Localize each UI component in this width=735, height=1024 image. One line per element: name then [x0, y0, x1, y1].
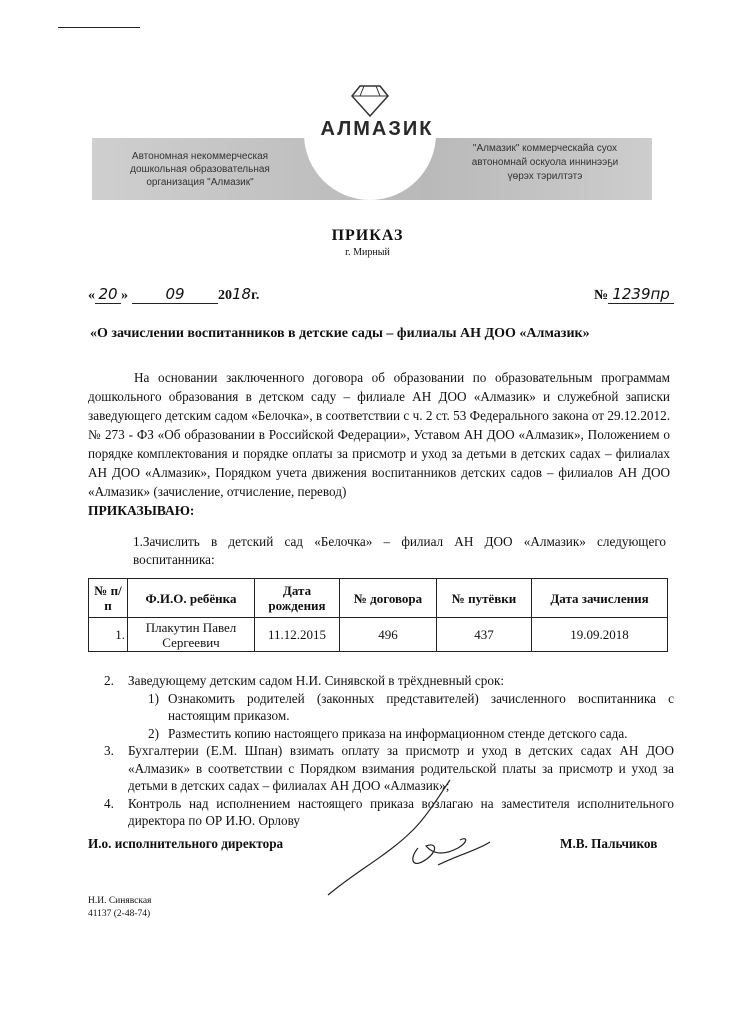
item-number: 3. — [104, 743, 114, 758]
item-number: 2. — [104, 673, 114, 688]
item-number: 2) — [148, 725, 159, 741]
item-number: 4. — [104, 795, 114, 811]
table-cell: Плакутин Павел Сергеевич — [128, 618, 255, 652]
number-value: 1239пр — [608, 285, 674, 304]
orders-heading: ПРИКАЗЫВАЮ: — [88, 503, 195, 518]
table-header: Дата рождения — [255, 579, 340, 618]
date-year-suffix: 18 — [232, 285, 252, 303]
footer-contact — [88, 895, 151, 921]
logo-wordmark: АЛМАЗИК — [320, 118, 434, 140]
order-item-2 — [104, 672, 674, 690]
table-cell: 11.12.2015 — [255, 618, 340, 652]
org-name-line: организация "Алмазик" — [146, 177, 254, 188]
table-header: Дата зачисления — [532, 579, 668, 618]
table-cell: 437 — [437, 618, 532, 652]
document-date — [88, 285, 259, 304]
handwritten-signature-icon — [318, 770, 498, 900]
footer-name: Н.И. Синявская — [88, 896, 152, 906]
date-day: 20 — [95, 285, 121, 304]
enrollment-table — [88, 578, 668, 652]
table-header-row — [89, 579, 668, 618]
item-text: Ознакомить родителей (законных представителей) зачисленного воспитанника с настоящим приказом. — [168, 690, 674, 723]
date-open-quote: « — [88, 288, 95, 303]
top-rule — [58, 27, 140, 28]
table-header: № п/п — [89, 579, 128, 618]
table-cell: 19.09.2018 — [532, 618, 668, 652]
table-header: № договора — [340, 579, 437, 618]
item-text: Бухгалтерии (Е.М. Шпан) взимать оплату за присмотр и уход в детских садах АН ДОО «Алмазик» в соответствии с Порядком взимания родительской платы за присмотр и уход за детьми в детских садах – филиалах АН ДОО «Алмазик»; — [128, 743, 674, 793]
table-row — [89, 618, 668, 652]
number-prefix: № — [594, 288, 609, 303]
date-month: 09 — [132, 285, 218, 304]
order-subitem-2-2 — [128, 725, 674, 743]
order-item-1: 1.Зачислить в детский сад «Белочка» – филиал АН ДОО «Алмазик» следующего воспитанника: — [133, 534, 666, 567]
footer-phone: 41137 (2-48-74) — [88, 909, 151, 919]
order-subitem-2-1 — [128, 690, 674, 725]
document-number — [594, 285, 674, 304]
item-text: Заведующему детским садом Н.И. Синявской в трёхдневный срок: — [128, 673, 505, 688]
table-cell: 1. — [89, 618, 128, 652]
signer-title: И.о. исполнительного директора — [88, 836, 284, 851]
org-name-line: автономнай оскуола иннинээҕи — [471, 157, 619, 168]
date-year-prefix: 20 — [218, 288, 232, 303]
document-subject: «О зачислении воспитанников в детские сады – филиалы АН ДОО «Алмазик» — [90, 326, 590, 341]
org-name-line: "Алмазик" коммерческайа суох — [472, 143, 618, 154]
date-close-quote: » — [121, 288, 128, 303]
date-year-end: г. — [251, 288, 260, 303]
org-name-line: дошкольная образовательная — [130, 164, 270, 175]
table-header: Ф.И.О. ребёнка — [128, 579, 255, 618]
preamble-paragraph: На основании заключенного договора об образовании по образовательным программам дошкольного образования в детском саду – филиале АН ДОО «Алмазик» и служебной записки заведующего детским садом «Белочка», в соответствии с ч. 2 ст. 53 Федерального закона от 29.12.2012. № 273 - ФЗ «Об образовании в Российской Федерации», Уставом АН ДОО «Алмазик», Положением о порядке комплектования и порядке оплаты за присмотр и уход за детьми в детских садах – филиалах АН ДОО «Алмазик», Порядком учета движения воспитанников детских садов – филиалов АН ДОО «Алмазик» (зачисление, отчисление, перевод) — [88, 370, 670, 499]
org-name-russian — [100, 150, 300, 189]
table-header: № путёвки — [437, 579, 532, 618]
document-title: ПРИКАЗ — [331, 227, 404, 244]
table-cell: 496 — [340, 618, 437, 652]
document-city: г. Мирный — [345, 247, 390, 258]
signer-name: М.В. Пальчиков — [560, 836, 658, 851]
item-text: Разместить копию настоящего приказа на информационном стенде детского сада. — [168, 725, 628, 741]
org-name-line: Автономная некоммерческая — [131, 151, 269, 162]
item-text: Контроль над исполнением настоящего приказа возлагаю на заместителя исполнительного директора по ОР И.Ю. Орлову — [128, 795, 674, 828]
org-name-line: үөрэх тэрилтэтэ — [507, 171, 583, 182]
org-name-yakut — [440, 142, 650, 184]
item-number: 1) — [148, 690, 159, 706]
